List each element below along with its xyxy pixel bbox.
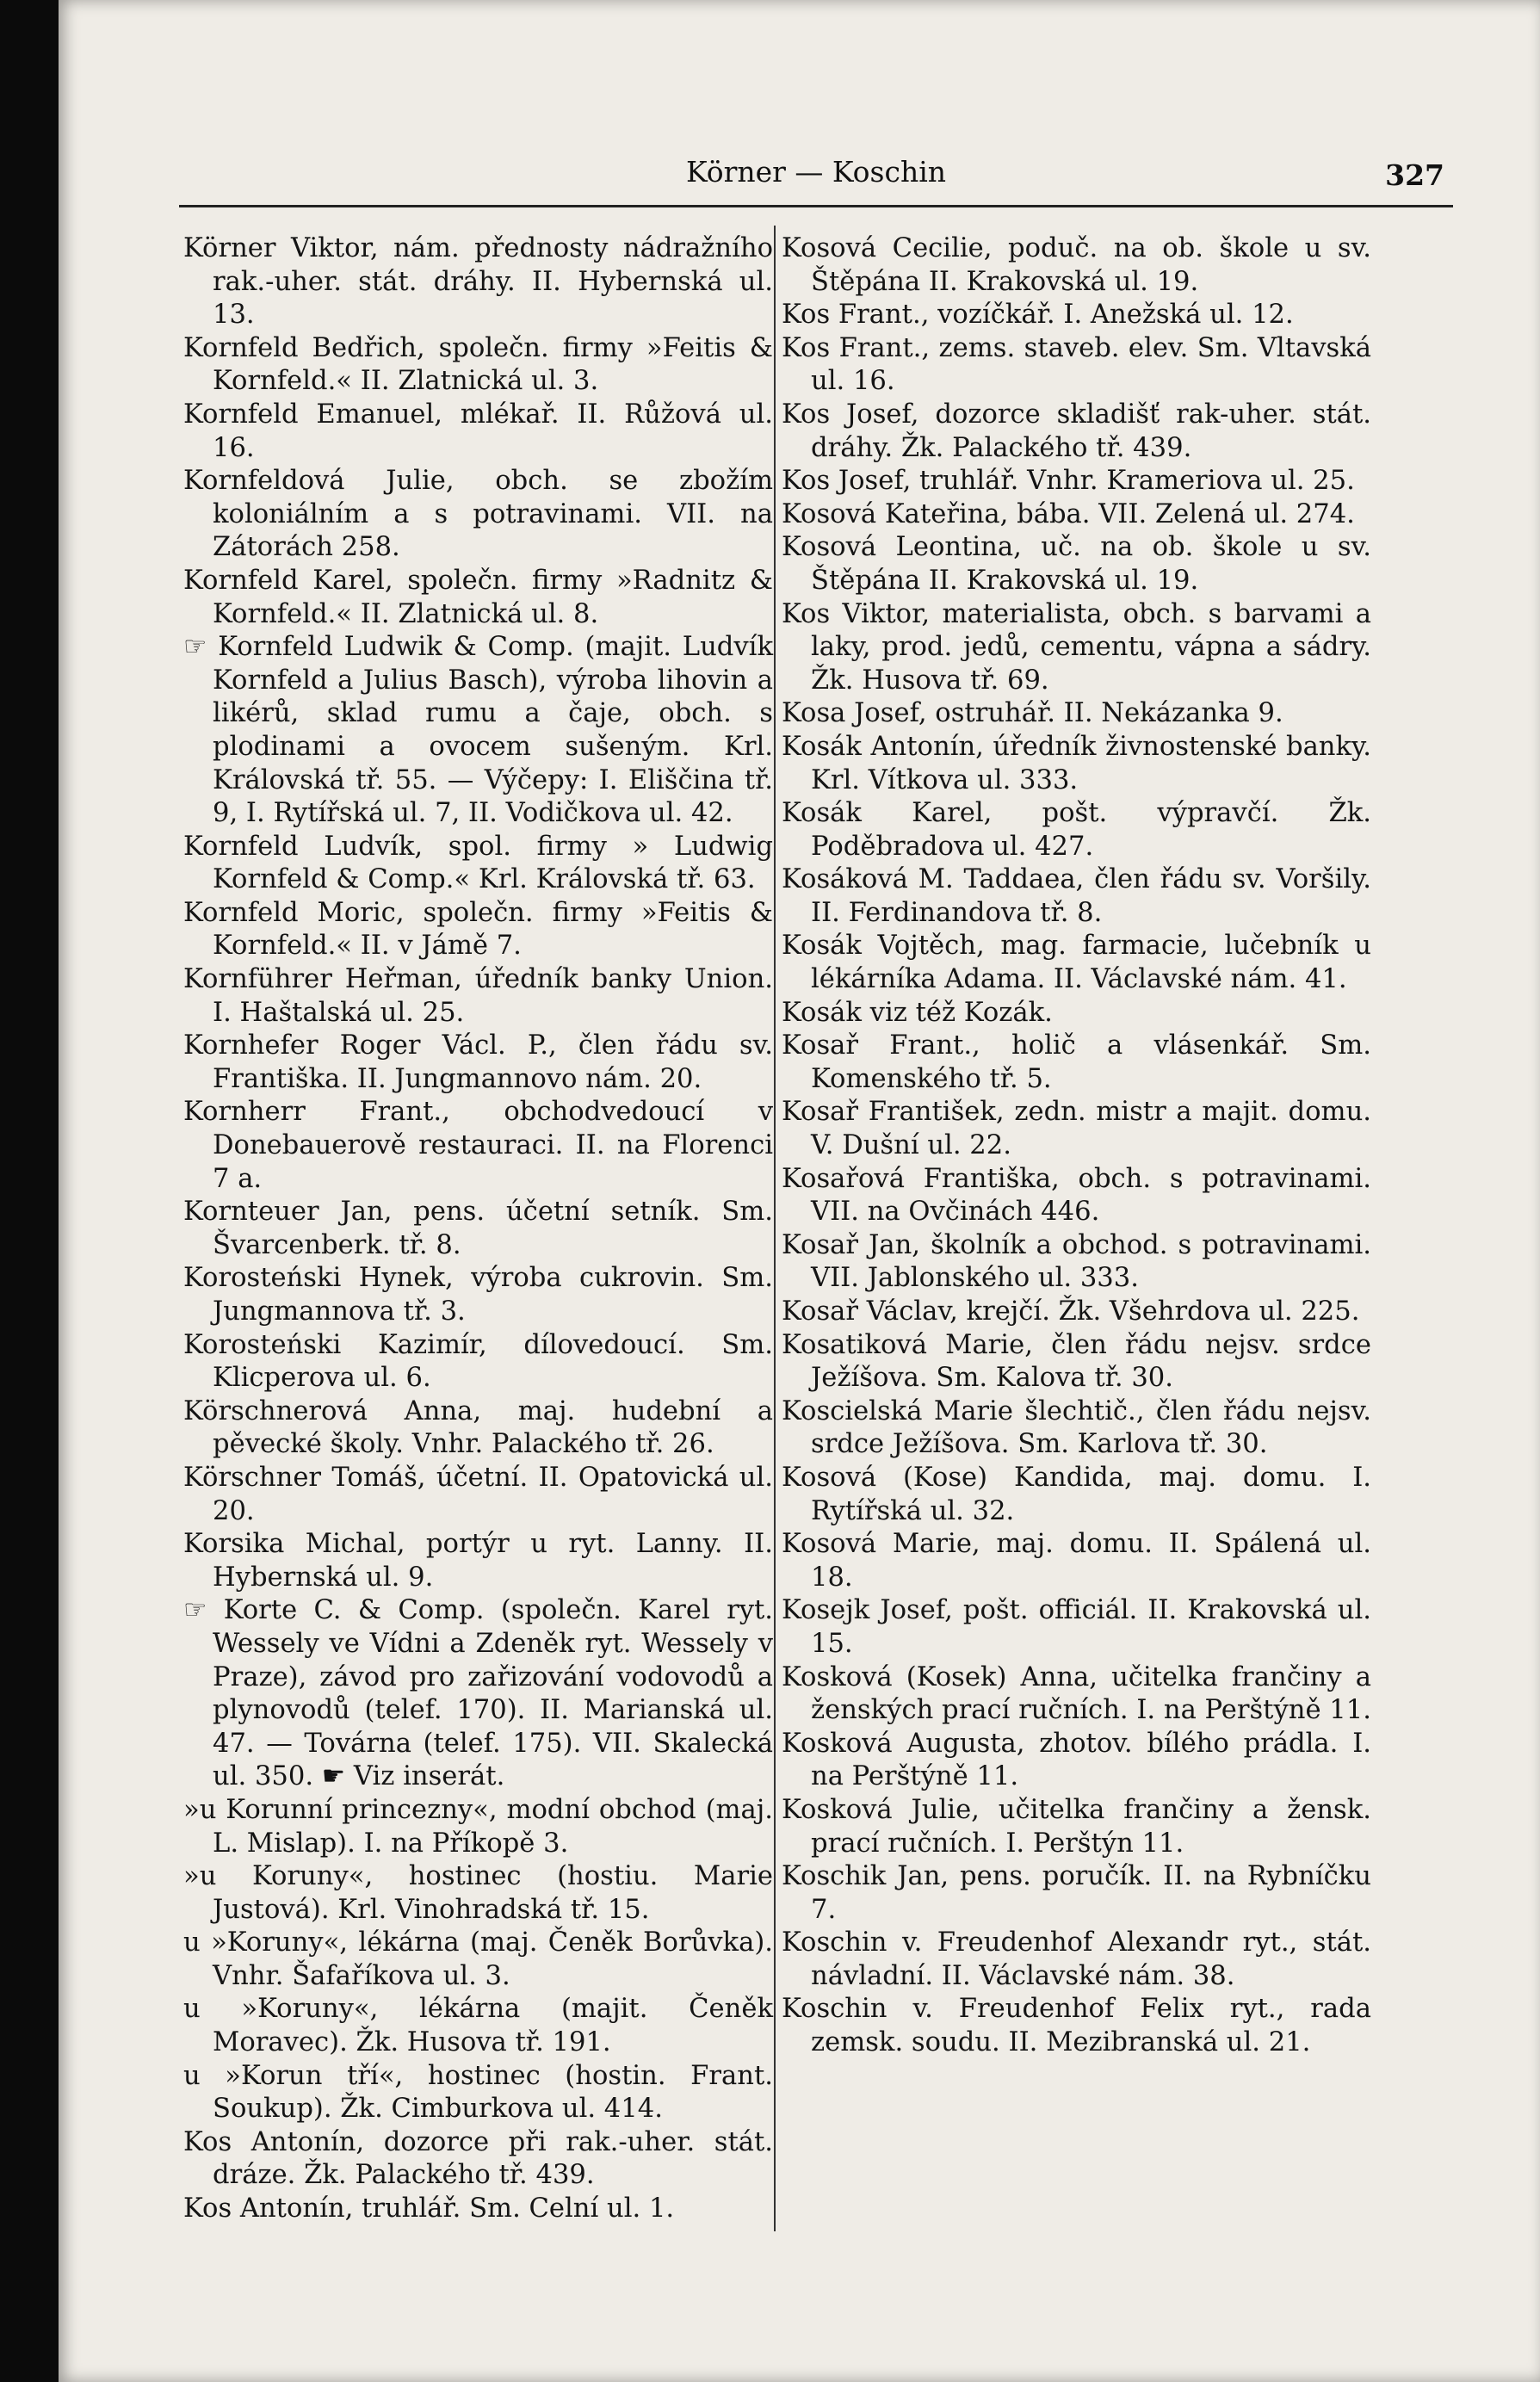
directory-entry: Kosová Kateřina, bába. VII. Zelená ul. 274. — [782, 498, 1355, 529]
column-divider — [774, 226, 776, 2231]
directory-entry: Kornfeldová Julie, obch. se zbožím koloniálním a s potravinami. VII. na Zátorách 258. — [183, 466, 773, 563]
directory-entry: Kornfeld Bedřich, společn. firmy »Feitis & Kornfeld.« II. Zlatnická ul. 3. — [183, 332, 773, 397]
directory-entry: Kos Antonín, dozorce při rak.-uher. stát. dráze. Žk. Palackého tř. 439. — [183, 2126, 773, 2191]
directory-entry: Kosková (Kosek) Anna, učitelka frančiny a ženských prací ručních. I. na Perštýně 11. — [782, 1661, 1371, 1726]
directory-entry: Kosa Josef, ostruhář. II. Nekázanka 9. — [782, 698, 1283, 729]
directory-entry: Kosák Vojtěch, mag. farmacie, lučebník u lékárníka Adama. II. Václavské nám. 41. — [782, 931, 1371, 995]
directory-entry: Kosař Václav, krejčí. Žk. Všehrdova ul. 225. — [782, 1296, 1360, 1327]
directory-entry: Kos Josef, dozorce skladišť rak-uher. stát. dráhy. Žk. Palackého tř. 439. — [782, 399, 1371, 463]
directory-entry: Kornteuer Jan, pens. účetní setník. Sm. Švarcenberk. tř. 8. — [183, 1197, 773, 1260]
directory-entry: Kosejk Josef, pošt. officiál. II. Krakovská ul. 15. — [782, 1595, 1371, 1659]
directory-entry: Kos Frant., vozíčkář. I. Anežská ul. 12. — [782, 300, 1294, 331]
directory-entry: ☞ Kornfeld Ludwik & Comp. (majit. Ludvík Kornfeld a Julius Basch), výroba lihovin a likérů, sklad rumu a čaje, obch. s plodinami a ovocem sušeným. Krl. Královská tř. 55. — Výčepy: I. Eliščina tř. 9, I. Rytířská ul. 7, II. Vodičkova ul. 42. — [183, 632, 773, 829]
directory-entry: Kornfeld Karel, společn. firmy »Radnitz & Kornfeld.« II. Zlatnická ul. 8. — [183, 565, 773, 629]
directory-entry: Kosáková M. Taddaea, člen řádu sv. Voršily. II. Ferdinandova tř. 8. — [782, 864, 1371, 928]
directory-entry: Körner Viktor, nám. přednosty nádražního rak.-uher. stát. dráhy. II. Hybernská ul. 13. — [183, 233, 773, 331]
directory-entry: Koschin v. Freudenhof Felix ryt., rada zemsk. soudu. II. Mezibranská ul. 21. — [782, 1994, 1371, 2058]
directory-entry: Kosatiková Marie, člen řádu nejsv. srdce Ježíšova. Sm. Kalova tř. 30. — [782, 1329, 1371, 1394]
directory-entry: Kos Josef, truhlář. Vnhr. Krameriova ul. 25. — [782, 466, 1355, 497]
directory-entry: Kornführer Heřman, úředník banky Union. I. Haštalská ul. 25. — [183, 964, 773, 1028]
directory-entry: Koscielská Marie šlechtič., člen řádu nejsv. srdce Ježíšova. Sm. Karlova tř. 30. — [782, 1395, 1371, 1460]
directory-entry: Kosař Frant., holič a vlásenkář. Sm. Komenského tř. 5. — [782, 1030, 1371, 1094]
directory-page — [59, 0, 1540, 2382]
directory-entry: Kos Viktor, materialista, obch. s barvami a laky, prod. jedů, cementu, vápna a sádry. Žk. Husova tř. 69. — [782, 598, 1371, 696]
running-head: Körner — Koschin — [685, 155, 947, 189]
directory-entry: Kos Antonín, truhlář. Sm. Celní ul. 1. — [183, 2193, 675, 2224]
directory-entry: Kos Frant., zems. staveb. elev. Sm. Vltavská ul. 16. — [782, 332, 1371, 397]
page-header — [179, 155, 1453, 207]
directory-entry: Kosák Karel, pošt. výpravčí. Žk. Poděbradova ul. 427. — [782, 798, 1371, 862]
directory-entry: Kosová Cecilie, poduč. na ob. škole u sv. Štěpána II. Krakovská ul. 19. — [782, 233, 1371, 297]
directory-entry: Kornhefer Roger Václ. P., člen řádu sv. Františka. II. Jungmannovo nám. 20. — [183, 1030, 773, 1094]
directory-entry: u »Korun tří«, hostinec (hostin. Frant. Soukup). Žk. Cimburkova ul. 414. — [183, 2060, 773, 2125]
directory-entry: u »Koruny«, lékárna (maj. Čeněk Borůvka). Vnhr. Šafaříkova ul. 3. — [183, 1927, 773, 1991]
directory-entry: Koschik Jan, pens. poručík. II. na Rybníčku 7. — [782, 1861, 1371, 1925]
left-column — [183, 232, 773, 2226]
directory-entry: Kosák Antonín, úředník živnostenské banky. Krl. Vítkova ul. 333. — [782, 731, 1371, 795]
directory-entry: »u Korunní princezny«, modní obchod (maj. L. Mislap). I. na Příkopě 3. — [183, 1794, 773, 1859]
directory-entry: Kosová Marie, maj. domu. II. Spálená ul. 18. — [782, 1529, 1371, 1593]
directory-entry: Korosteński Hynek, výroba cukrovin. Sm. Jungmannova tř. 3. — [183, 1263, 773, 1327]
directory-entry: Kornfeld Ludvík, spol. firmy » Ludwig Kornfeld & Comp.« Krl. Královská tř. 63. — [183, 831, 773, 895]
page-number: 327 — [1385, 158, 1444, 192]
directory-entry: Kosař František, zedn. mistr a majit. domu. V. Dušní ul. 22. — [782, 1097, 1371, 1161]
directory-entry: ☞ Korte C. & Comp. (společn. Karel ryt. Wessely ve Vídni a Zdeněk ryt. Wessely v Praze), závod pro zařizování vodovodů a plynovodů (telef. 170). II. Marianská ul. 47. — Továrna (telef. 175). VII. Skalecká ul. 350. ☛ Viz inserát. — [183, 1595, 773, 1792]
directory-entry: Kosová (Kose) Kandida, maj. domu. I. Rytířská ul. 32. — [782, 1462, 1371, 1526]
directory-entry: u »Koruny«, lékárna (majit. Čeněk Moravec). Žk. Husova tř. 191. — [183, 1994, 773, 2058]
directory-entry: Kosková Augusta, zhotov. bílého prádla. I. na Perštýně 11. — [782, 1728, 1371, 1792]
right-column — [782, 232, 1371, 2060]
directory-entry: Kosařová Františka, obch. s potravinami. VII. na Ovčinách 446. — [782, 1163, 1371, 1228]
directory-entry: Kornherr Frant., obchodvedoucí v Donebauerově restauraci. II. na Florenci 7 a. — [183, 1097, 773, 1194]
directory-entry: Korsika Michal, portýr u ryt. Lanny. II. Hybernská ul. 9. — [183, 1529, 773, 1593]
directory-entry: Körschnerová Anna, maj. hudební a pěvecké školy. Vnhr. Palackého tř. 26. — [183, 1395, 773, 1460]
directory-entry: Kosková Julie, učitelka frančiny a žensk. prací ručních. I. Perštýn 11. — [782, 1794, 1371, 1859]
directory-entry: Kosák viz též Kozák. — [782, 997, 1053, 1028]
directory-entry: Körschner Tomáš, účetní. II. Opatovická ul. 20. — [183, 1462, 773, 1526]
directory-entry: Kosař Jan, školník a obchod. s potravinami. VII. Jablonského ul. 333. — [782, 1229, 1371, 1294]
directory-entry: Korosteński Kazimír, dílovedoucí. Sm. Klicperova ul. 6. — [183, 1329, 773, 1394]
directory-entry: Kornfeld Moric, společn. firmy »Feitis & Kornfeld.« II. v Jámě 7. — [183, 897, 773, 962]
directory-entry: Kosová Leontina, uč. na ob. škole u sv. Štěpána II. Krakovská ul. 19. — [782, 532, 1371, 596]
directory-entry: Koschin v. Freudenhof Alexandr ryt., stát. návladní. II. Václavské nám. 38. — [782, 1927, 1371, 1991]
directory-entry: Kornfeld Emanuel, mlékař. II. Růžová ul. 16. — [183, 399, 773, 463]
directory-entry: »u Koruny«, hostinec (hostiu. Marie Justová). Krl. Vinohradská tř. 15. — [183, 1861, 773, 1925]
